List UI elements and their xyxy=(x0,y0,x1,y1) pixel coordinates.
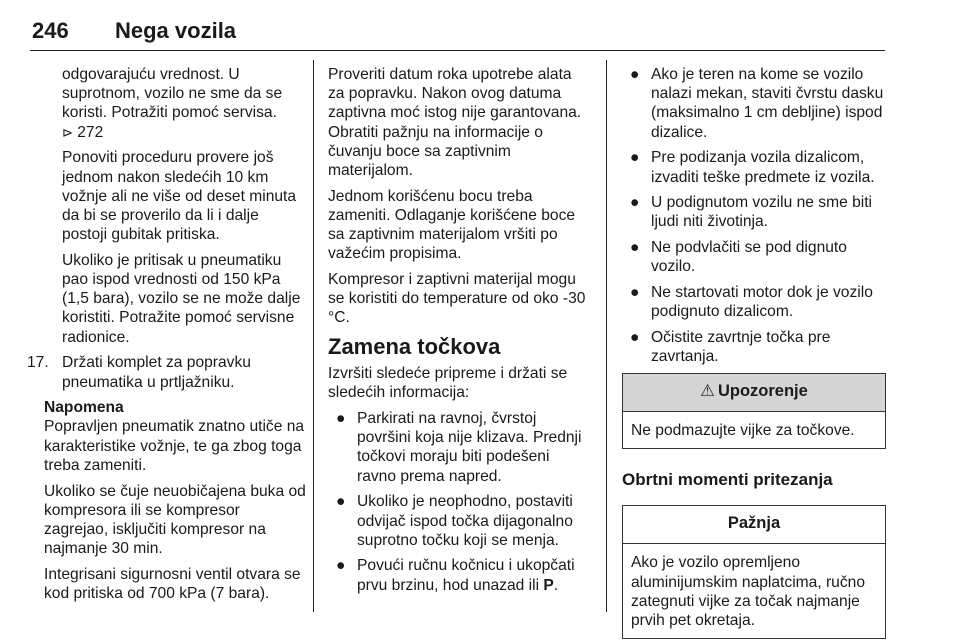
column-1 xyxy=(27,65,306,610)
list-item: ● Pre podizanja vozila dizalicom, izvaditi teške predmete iz vozila. xyxy=(630,149,875,186)
list-item: ● Ne podvlačiti se pod dignuto vozilo. xyxy=(630,239,847,276)
chapter-title: Nega vozila xyxy=(115,18,237,43)
note-paragraph: Ukoliko se čuje neuobičajena buka od kompresora ili se kompresor zagrejao, isključiti kompresor na najmanje 30 min. xyxy=(44,482,306,558)
numbered-step-17 xyxy=(27,353,306,391)
preparation-list xyxy=(328,409,592,595)
page-reference[interactable]: 272 xyxy=(77,123,104,141)
caution-box xyxy=(622,505,886,639)
paragraph: Proveriti datum roka upotrebe alata za popravku. Nakon ovog datuma zaptivna moć istog nije garantovana. Obratiti pažnju na informacije o čuvanju boce sa zaptivnim materijalom. xyxy=(328,66,582,180)
note-paragraph: Integrisani sigurnosni ventil otvara se kod pritiska od 700 kPa (7 bara). xyxy=(44,565,301,603)
bullet-icon: ● xyxy=(630,328,640,346)
column-3 xyxy=(622,65,886,639)
section-intro: Izvršiti sledeće pripreme i držati se sledećih informacija: xyxy=(328,365,568,402)
warning-box xyxy=(622,373,886,449)
paragraph: Ponoviti proceduru provere još jednom nakon sledećih 10 km vožnje ali ne više od deset minuta da bi se proverilo da li i dalje postoji gubitak pritiska. xyxy=(62,149,297,244)
page-number: 246 xyxy=(32,18,69,43)
list-item: ● Očistite zavrtnje točka pre zavrtanja. xyxy=(630,328,831,366)
paragraph: odgovarajuću vrednost. U suprotnom, vozilo ne sme da se koristi. Potražiti pomoć servisa. ⊳ 272 xyxy=(62,66,283,141)
column-divider xyxy=(313,60,314,612)
list-item: ● Parkirati na ravnoj, čvrstoj površini koja nije klizava. Prednji točkovi moraju biti podešeni ravno prema napred. xyxy=(336,410,582,485)
paragraph: Ukoliko je pritisak u pneumatiku pao ispod vrednosti od 150 kPa (1,5 bara), vozilo se ne može dalje koristiti. Potražite pomoć servisne radionice. xyxy=(62,251,301,346)
warning-text: Ne podmazujte vijke za točkove. xyxy=(631,422,855,440)
paragraph: Kompresor i zaptivni materijal mogu se koristiti do temperature od oko -30 °C. xyxy=(328,271,586,327)
page-header xyxy=(30,14,885,51)
caution-header: Pažnja xyxy=(623,506,885,544)
column-divider xyxy=(606,60,607,612)
note-paragraph: Popravljen pneumatik znatno utiče na karakteristike vožnje, te ga zbog toga treba zameniti. xyxy=(44,418,305,474)
list-item: ● U podignutom vozilu ne sme biti ljudi niti životinja. xyxy=(630,194,873,231)
list-item: ● Ako je teren na kome se vozilo nalazi mekan, staviti čvrstu dasku (maksimalno 1 cm debljine) ispod dizalice. xyxy=(630,66,884,141)
step-text: Držati komplet za popravku pneumatika u prtljažniku. xyxy=(62,354,251,391)
bullet-icon: ● xyxy=(630,66,640,83)
step-number: 17. xyxy=(27,354,49,372)
bullet-icon: ● xyxy=(630,149,640,167)
warning-triangle-icon: ⚠ xyxy=(700,381,715,400)
note-title: Napomena xyxy=(44,399,124,417)
subsection-heading: Obrtni momenti pritezanja xyxy=(622,470,833,490)
bullet-icon: ● xyxy=(336,557,346,575)
page-reference-arrow-icon: ⊳ xyxy=(62,124,73,140)
bullet-icon: ● xyxy=(336,493,346,511)
note-block xyxy=(44,398,306,603)
list-item: ● Povući ručnu kočnicu i ukopčati prvu brzinu, hod unazad ili P. xyxy=(336,557,575,594)
gear-p-label: P xyxy=(543,576,554,594)
list-item: ● Ne startovati motor dok je vozilo podignuto dizalicom. xyxy=(630,284,873,321)
bullet-icon: ● xyxy=(630,284,640,302)
warning-title: Upozorenje xyxy=(717,381,808,400)
list-item: ● Ukoliko je neophodno, postaviti odvijač ispod točka dijagonalno suprotno točku koji se menja. xyxy=(336,493,573,549)
warning-header xyxy=(623,374,885,412)
caution-text: Ako je vozilo opremljeno aluminijumskim naplatcima, ručno zategnuti vijke za točak najmanje prvih pet okretaja. xyxy=(631,554,865,630)
paragraph: Jednom korišćenu bocu treba zameniti. Odlaganje korišćene boce sa zaptivnim materijalom vršiti po važećim propisima. xyxy=(328,187,576,263)
safety-list xyxy=(622,65,886,366)
column-2 xyxy=(328,65,592,601)
bullet-icon: ● xyxy=(630,239,640,257)
bullet-icon: ● xyxy=(336,410,346,428)
bullet-icon: ● xyxy=(630,194,640,212)
procedure-continuation xyxy=(44,65,306,347)
section-heading: Zamena točkova xyxy=(328,334,501,360)
